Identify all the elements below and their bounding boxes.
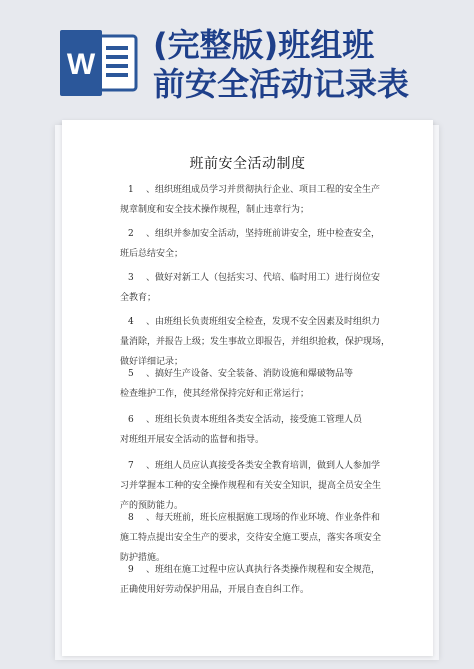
title-line-2: 前安全活动记录表 — [153, 65, 410, 103]
page-title — [153, 26, 453, 104]
paragraph-number: 2 — [128, 229, 134, 239]
paragraph-line: 产的预防能力。 — [120, 501, 184, 511]
word-icon-letter: W — [66, 48, 96, 81]
paragraph-line: 检查维护工作，使其经常保持完好和正常运行； — [120, 389, 310, 399]
paragraph-number: 5 — [128, 369, 134, 379]
word-document-icon — [60, 30, 140, 96]
paragraph-line: 习并掌握本工种的安全操作规程和有关安全知识，提高全员安全生 — [120, 481, 382, 491]
paragraph-line: 防护措施。 — [120, 553, 166, 563]
paragraph-line: 、班组人员应认真接受各类安全教育培训，做到人人参加学 — [146, 461, 381, 471]
paragraph-line: 、由班组长负责班组安全检查，发现不安全因素及时组织力 — [146, 317, 381, 327]
paragraph-2 — [120, 224, 395, 264]
paragraph-8 — [120, 508, 395, 568]
paragraph-line: 施工特点提出安全生产的要求，交待安全施工要点，落实各项安全 — [120, 533, 382, 543]
paragraph-line: 、班组在施工过程中应认真执行各类操作规程和安全规范， — [146, 565, 381, 575]
paragraph-4 — [120, 312, 395, 372]
paragraph-number: 3 — [128, 273, 134, 283]
paragraph-line: 班后总结安全； — [120, 249, 184, 259]
paragraph-line: 规章制度和安全技术操作规程，制止违章行为； — [120, 205, 310, 215]
paragraph-number: 9 — [128, 565, 134, 575]
paragraph-3 — [120, 268, 395, 308]
paragraph-line: 、搞好生产设备、安全装备、消防设施和爆破物品等 — [146, 369, 354, 379]
paragraph-number: 7 — [128, 461, 134, 471]
paragraph-line: 全教育； — [120, 293, 157, 303]
paragraph-line: 量消除，并报告上级；发生事故立即报告，并组织抢救，保护现场， — [120, 337, 391, 347]
paragraph-number: 8 — [128, 513, 134, 523]
paragraph-line: 对班组开展安全活动的监督和指导。 — [120, 435, 265, 445]
paragraph-line: 、做好对新工人（包括实习、代培、临时用工）进行岗位安 — [146, 273, 381, 283]
paragraph-line: 、组织班组成员学习并贯彻执行企业、项目工程的安全生产 — [146, 185, 381, 195]
paragraph-line: 、每天班前，班长应根据施工现场的作业环境、作业条件和 — [146, 513, 381, 523]
paragraph-7 — [120, 456, 395, 516]
paragraph-line: 、组织并参加安全活动，坚持班前讲安全，班中检查安全， — [146, 229, 381, 239]
paragraph-line: 正确使用好劳动保护用品，开展自查自纠工作。 — [120, 585, 310, 595]
paragraph-1 — [120, 180, 395, 220]
document-page — [62, 120, 433, 656]
paragraph-line: 做好详细记录； — [120, 357, 184, 367]
paragraph-number: 4 — [128, 317, 134, 327]
paragraph-number: 1 — [128, 185, 134, 195]
paragraph-6 — [120, 410, 395, 450]
paragraph-5 — [120, 364, 395, 404]
document-heading: 班前安全活动制度 — [189, 156, 306, 172]
title-line-1: (完整版)班组班 — [153, 26, 375, 64]
paragraph-9 — [120, 560, 395, 600]
paragraph-number: 6 — [128, 415, 134, 425]
paragraph-line: 、班组长负责本班组各类安全活动，接受施工管理人员 — [146, 415, 363, 425]
